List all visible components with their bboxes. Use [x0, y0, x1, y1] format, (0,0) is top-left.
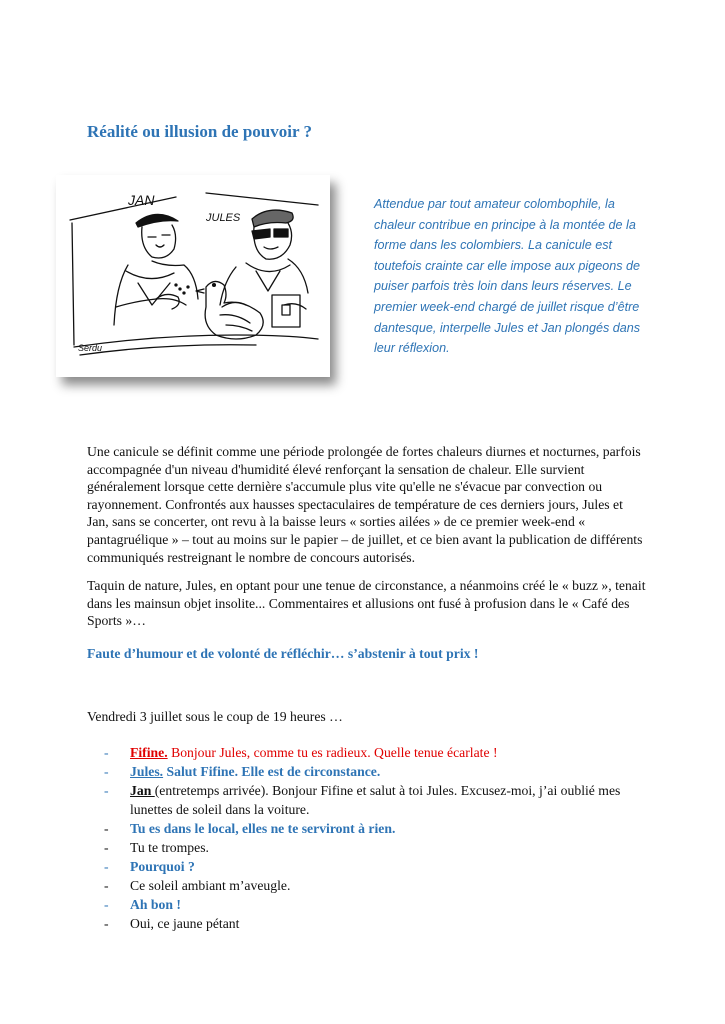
dialogue-line: [104, 857, 664, 876]
speaker-fifine: Fifine.: [130, 745, 168, 760]
cartoon-label-jan: JAN: [128, 192, 155, 208]
dialogue-text: Salut Fifine. Elle est de circonstance.: [163, 764, 381, 779]
dialogue-line: [104, 895, 664, 914]
dialogue-text: Tu es dans le local, elles ne te serviront à rien.: [130, 821, 396, 836]
dialogue-line: [104, 914, 664, 933]
dialogue-line: [104, 781, 664, 819]
dialogue-text: Ah bon !: [130, 897, 181, 912]
dialogue-dash: -: [104, 878, 109, 893]
intro-paragraph: Attendue par tout amateur colombophile, la chaleur contribue en principe à la montée de la forme dans les colombiers. La canicule est toutefois crainte car elle impose aux pigeons de puiser parfois très loin dans leurs réserves. Le premier week-end chargé de juillet risque d’être dantesque, interpelle Jules et Jan plongés dans leur réflexion.: [374, 197, 641, 356]
body-paragraph-1: Une canicule se définit comme une période prolongée de fortes chaleurs diurnes et nocturnes, parfois accompagnée d'un niveau d'humidité élevé renforçant la sensation de chaleur. Elle survient généralement lorsque cette dernière s'accumule plus vite qu'elle ne s'évacue par convection ou rayonnement. Confrontés aux hausses spectaculaires de température de ces derniers jours, Jules et Jan, sans se concerter, ont revu à la baisse leurs « sorties ailées » de ce premier week-end « pantagruélique » – tout au moins sur le papier – de juillet, et ce bien avant la publication de différents communiqués restreignant le nombre de concours autorisés.: [87, 444, 643, 565]
dialogue-dash: -: [104, 897, 109, 912]
dialogue-text: (entretemps arrivée). Bonjour Fifine et salut à toi Jules. Excusez-moi, j’ai oublié mes lunettes de soleil dans la voiture.: [130, 783, 621, 817]
dialogue-dash: -: [104, 764, 109, 779]
dialogue-dash: -: [104, 859, 109, 874]
dialogue-dash: -: [104, 821, 109, 836]
dialogue-list: [104, 743, 664, 933]
body-paragraph-2: Taquin de nature, Jules, en optant pour une tenue de circonstance, a néanmoins créé le « buzz », tenait dans les mainsun objet insolite... Commentaires et allusions ont fusé à profusion dans le « Café des Sports »…: [87, 578, 646, 629]
dialogue-line: [104, 876, 664, 895]
dateline: Vendredi 3 juillet sous le coup de 19 heures …: [87, 709, 343, 724]
dialogue-text: Tu te trompes.: [130, 840, 209, 855]
speaker-jan: Jan: [130, 783, 155, 798]
dialogue-text: Pourquoi ?: [130, 859, 195, 874]
dialogue-line: [104, 838, 664, 857]
cartoon-label-jules: JULES: [206, 212, 241, 224]
speaker-jules: Jules.: [130, 764, 164, 779]
dialogue-line: [104, 762, 664, 781]
dialogue-dash: -: [104, 916, 109, 931]
dialogue-dash: -: [104, 745, 109, 760]
dialogue-text: Bonjour Jules, comme tu es radieux. Quelle tenue écarlate !: [167, 745, 498, 760]
dialogue-line: [104, 819, 664, 838]
dialogue-dash: -: [104, 783, 109, 798]
highlight-line: Faute d’humour et de volonté de réfléchir… s’abstenir à tout prix !: [87, 646, 479, 661]
cartoon-illustration: [56, 175, 330, 377]
dialogue-text: Ce soleil ambiant m’aveugle.: [130, 878, 291, 893]
cartoon-signature: Serdu: [78, 343, 103, 353]
dialogue-line: [104, 743, 664, 762]
dialogue-text: Oui, ce jaune pétant: [130, 916, 240, 931]
page-title: Réalité ou illusion de pouvoir ?: [87, 122, 312, 141]
dialogue-dash: -: [104, 840, 109, 855]
